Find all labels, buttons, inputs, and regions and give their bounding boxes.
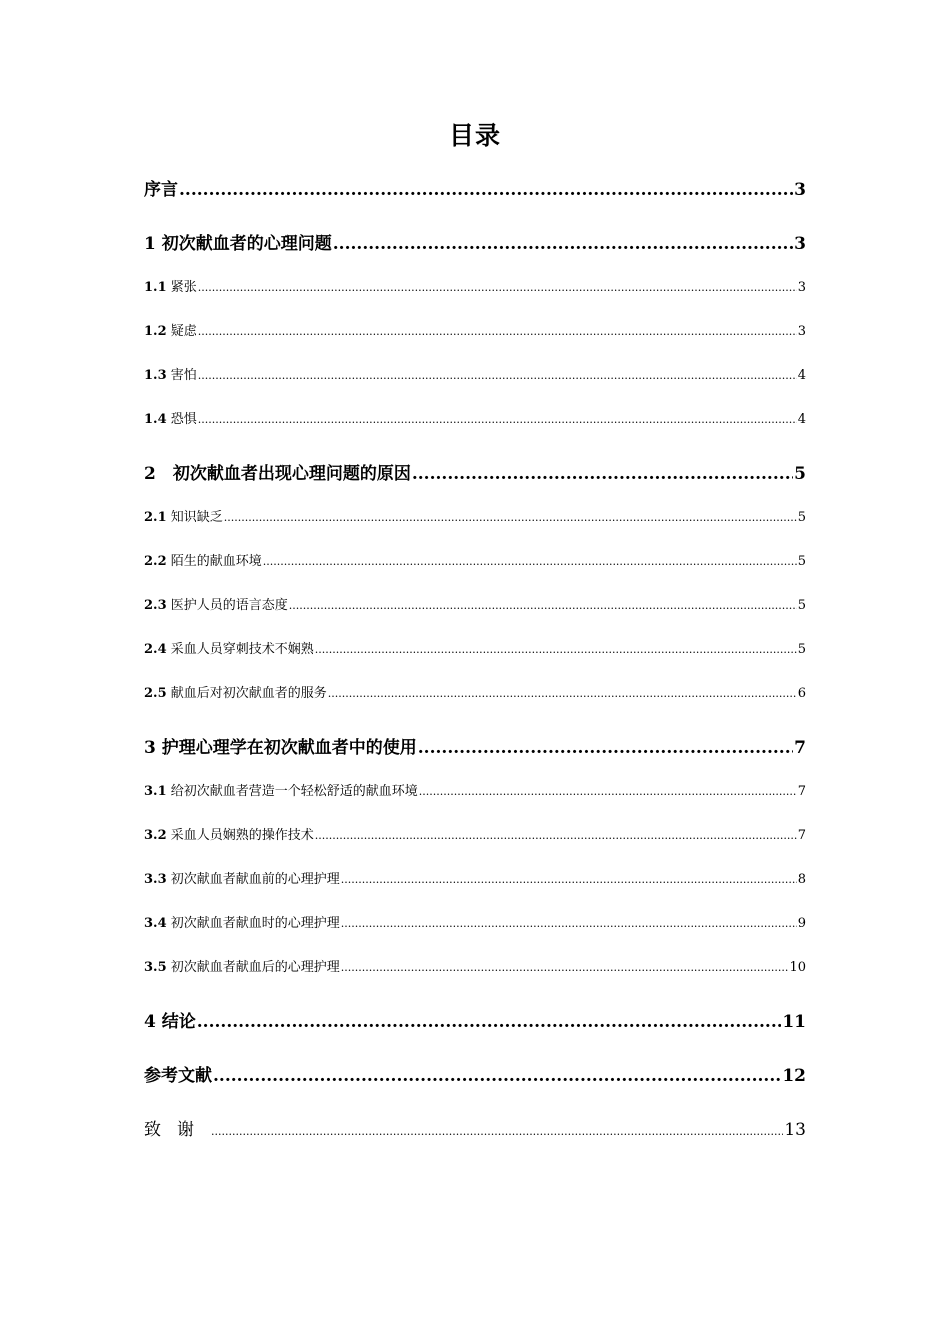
toc-section-text: 知识缺乏 [170, 510, 223, 525]
toc-page-number: 5 [797, 642, 806, 657]
toc-entry-references[interactable] [144, 1065, 806, 1087]
toc-page-number: 5 [794, 464, 806, 484]
toc-entry-label: 致谢 [144, 1120, 210, 1140]
toc-section-text: 采血人员穿刺技术不娴熟 [170, 642, 314, 657]
toc-page-number: 7 [797, 828, 806, 843]
toc-entry-label [144, 641, 314, 659]
toc-section-number: 1.1 [144, 280, 167, 295]
toc-section-number: 3.4 [144, 916, 167, 931]
toc-entry-section-1-3[interactable] [144, 367, 806, 385]
toc-entry-section-3-1[interactable] [144, 783, 806, 801]
toc-entry-section-2-4[interactable] [144, 641, 806, 659]
toc-section-number: 3.5 [144, 960, 167, 975]
toc-section-number: 3.2 [144, 828, 167, 843]
toc-leader-dots [315, 641, 797, 659]
toc-entry-chapter-4[interactable] [144, 1011, 806, 1033]
toc-leader-dots [198, 367, 797, 385]
toc-entry-label [144, 597, 288, 615]
toc-entry-label [144, 871, 340, 889]
toc-leader-dots [179, 179, 793, 201]
toc-leader-dots [328, 685, 797, 703]
toc-entry-section-2-2[interactable] [144, 553, 806, 571]
toc-leader-dots [213, 1065, 781, 1087]
toc-entry-label [144, 915, 340, 933]
toc-page-number: 3 [797, 280, 806, 295]
toc-entry-chapter-1[interactable] [144, 233, 806, 255]
toc-section-number: 1.4 [144, 412, 167, 427]
toc-leader-dots [412, 463, 793, 485]
toc-page-number: 7 [797, 784, 806, 799]
toc-page-number: 7 [794, 738, 806, 758]
toc-leader-dots [341, 959, 789, 977]
toc-leader-dots [198, 411, 797, 429]
toc-section-text: 给初次献血者营造一个轻松舒适的献血环境 [170, 784, 418, 799]
toc-page-number: 8 [797, 872, 806, 887]
toc-entry-chapter-2[interactable] [144, 463, 806, 485]
toc-entry-label [144, 279, 197, 297]
toc-entry-label [144, 685, 327, 703]
toc-entry-label: 2 初次献血者出现心理问题的原因 [144, 464, 411, 484]
toc-section-text: 陌生的献血环境 [170, 554, 262, 569]
toc-leader-dots [333, 233, 793, 255]
toc-entry-label [144, 783, 418, 801]
toc-entry-section-2-5[interactable] [144, 685, 806, 703]
toc-leader-dots [197, 1011, 782, 1033]
toc-page-number: 5 [797, 554, 806, 569]
toc-entry-label [144, 509, 223, 527]
toc-page-number: 5 [797, 510, 806, 525]
toc-leader-dots [211, 1121, 783, 1143]
toc-page-number: 4 [797, 412, 806, 427]
toc-section-text: 献血后对初次献血者的服务 [170, 686, 327, 701]
toc-section-number: 2.1 [144, 510, 167, 525]
toc-entry-label: 4 结论 [144, 1012, 196, 1032]
toc-page-number: 13 [784, 1120, 806, 1140]
toc-entry-section-2-3[interactable] [144, 597, 806, 615]
toc-section-number: 3.3 [144, 872, 167, 887]
toc-page-number: 3 [797, 324, 806, 339]
toc-page-number: 3 [794, 234, 806, 254]
toc-page-number: 11 [782, 1012, 806, 1032]
toc-leader-dots [419, 783, 797, 801]
toc-entry-section-3-5[interactable] [144, 959, 806, 977]
toc-leader-dots [315, 827, 797, 845]
toc-entry-section-1-2[interactable] [144, 323, 806, 341]
toc-section-text: 初次献血者献血后的心理护理 [170, 960, 340, 975]
toc-section-text: 疑虑 [170, 324, 197, 339]
toc-leader-dots [263, 553, 797, 571]
toc-leader-dots [341, 915, 797, 933]
toc-page-number: 6 [797, 686, 806, 701]
toc-leader-dots [224, 509, 797, 527]
toc-section-text: 初次献血者献血前的心理护理 [170, 872, 340, 887]
toc-entry-section-3-2[interactable] [144, 827, 806, 845]
toc-entry-label [144, 323, 197, 341]
toc-entry-section-2-1[interactable] [144, 509, 806, 527]
toc-leader-dots [341, 871, 797, 889]
toc-section-number: 1.2 [144, 324, 167, 339]
toc-entry-section-1-1[interactable] [144, 279, 806, 297]
toc-entry-section-1-4[interactable] [144, 411, 806, 429]
toc-page-number: 3 [794, 180, 806, 200]
toc-page-number: 4 [797, 368, 806, 383]
toc-entry-label: 参考文献 [144, 1066, 212, 1086]
toc-page-number: 12 [782, 1066, 806, 1086]
toc-entry-chapter-3[interactable] [144, 737, 806, 759]
toc-section-text: 采血人员娴熟的操作技术 [170, 828, 314, 843]
toc-page-number: 10 [789, 960, 806, 975]
toc-entry-label [144, 411, 197, 429]
toc-section-text: 医护人员的语言态度 [170, 598, 288, 613]
toc-entry-section-3-4[interactable] [144, 915, 806, 933]
toc-entry-section-3-3[interactable] [144, 871, 806, 889]
toc-entry-preface[interactable] [144, 179, 806, 201]
toc-leader-dots [418, 737, 793, 759]
toc-section-text: 害怕 [170, 368, 197, 383]
toc-leader-dots [198, 323, 797, 341]
toc-page-number: 9 [797, 916, 806, 931]
toc-entry-acknowledgements[interactable] [144, 1119, 806, 1143]
toc-section-number: 1.3 [144, 368, 167, 383]
toc-entry-label [144, 367, 197, 385]
toc-section-number: 2.5 [144, 686, 167, 701]
toc-entry-label [144, 553, 262, 571]
toc-page-number: 5 [797, 598, 806, 613]
toc-leader-dots [289, 597, 797, 615]
toc-entry-label: 1 初次献血者的心理问题 [144, 234, 332, 254]
toc-section-text: 恐惧 [170, 412, 197, 427]
toc-title: 目录 [448, 121, 501, 150]
toc-section-number: 2.2 [144, 554, 167, 569]
toc-section-number: 3.1 [144, 784, 167, 799]
toc-section-number: 2.4 [144, 642, 167, 657]
toc-entry-label: 3 护理心理学在初次献血者中的使用 [144, 738, 417, 758]
toc-section-text: 紧张 [170, 280, 197, 295]
toc-section-text: 初次献血者献血时的心理护理 [170, 916, 340, 931]
toc-entry-label [144, 827, 314, 845]
toc-section-number: 2.3 [144, 598, 167, 613]
toc-entry-label: 序言 [144, 180, 178, 200]
toc-leader-dots [198, 279, 797, 297]
toc-entry-label [144, 959, 340, 977]
